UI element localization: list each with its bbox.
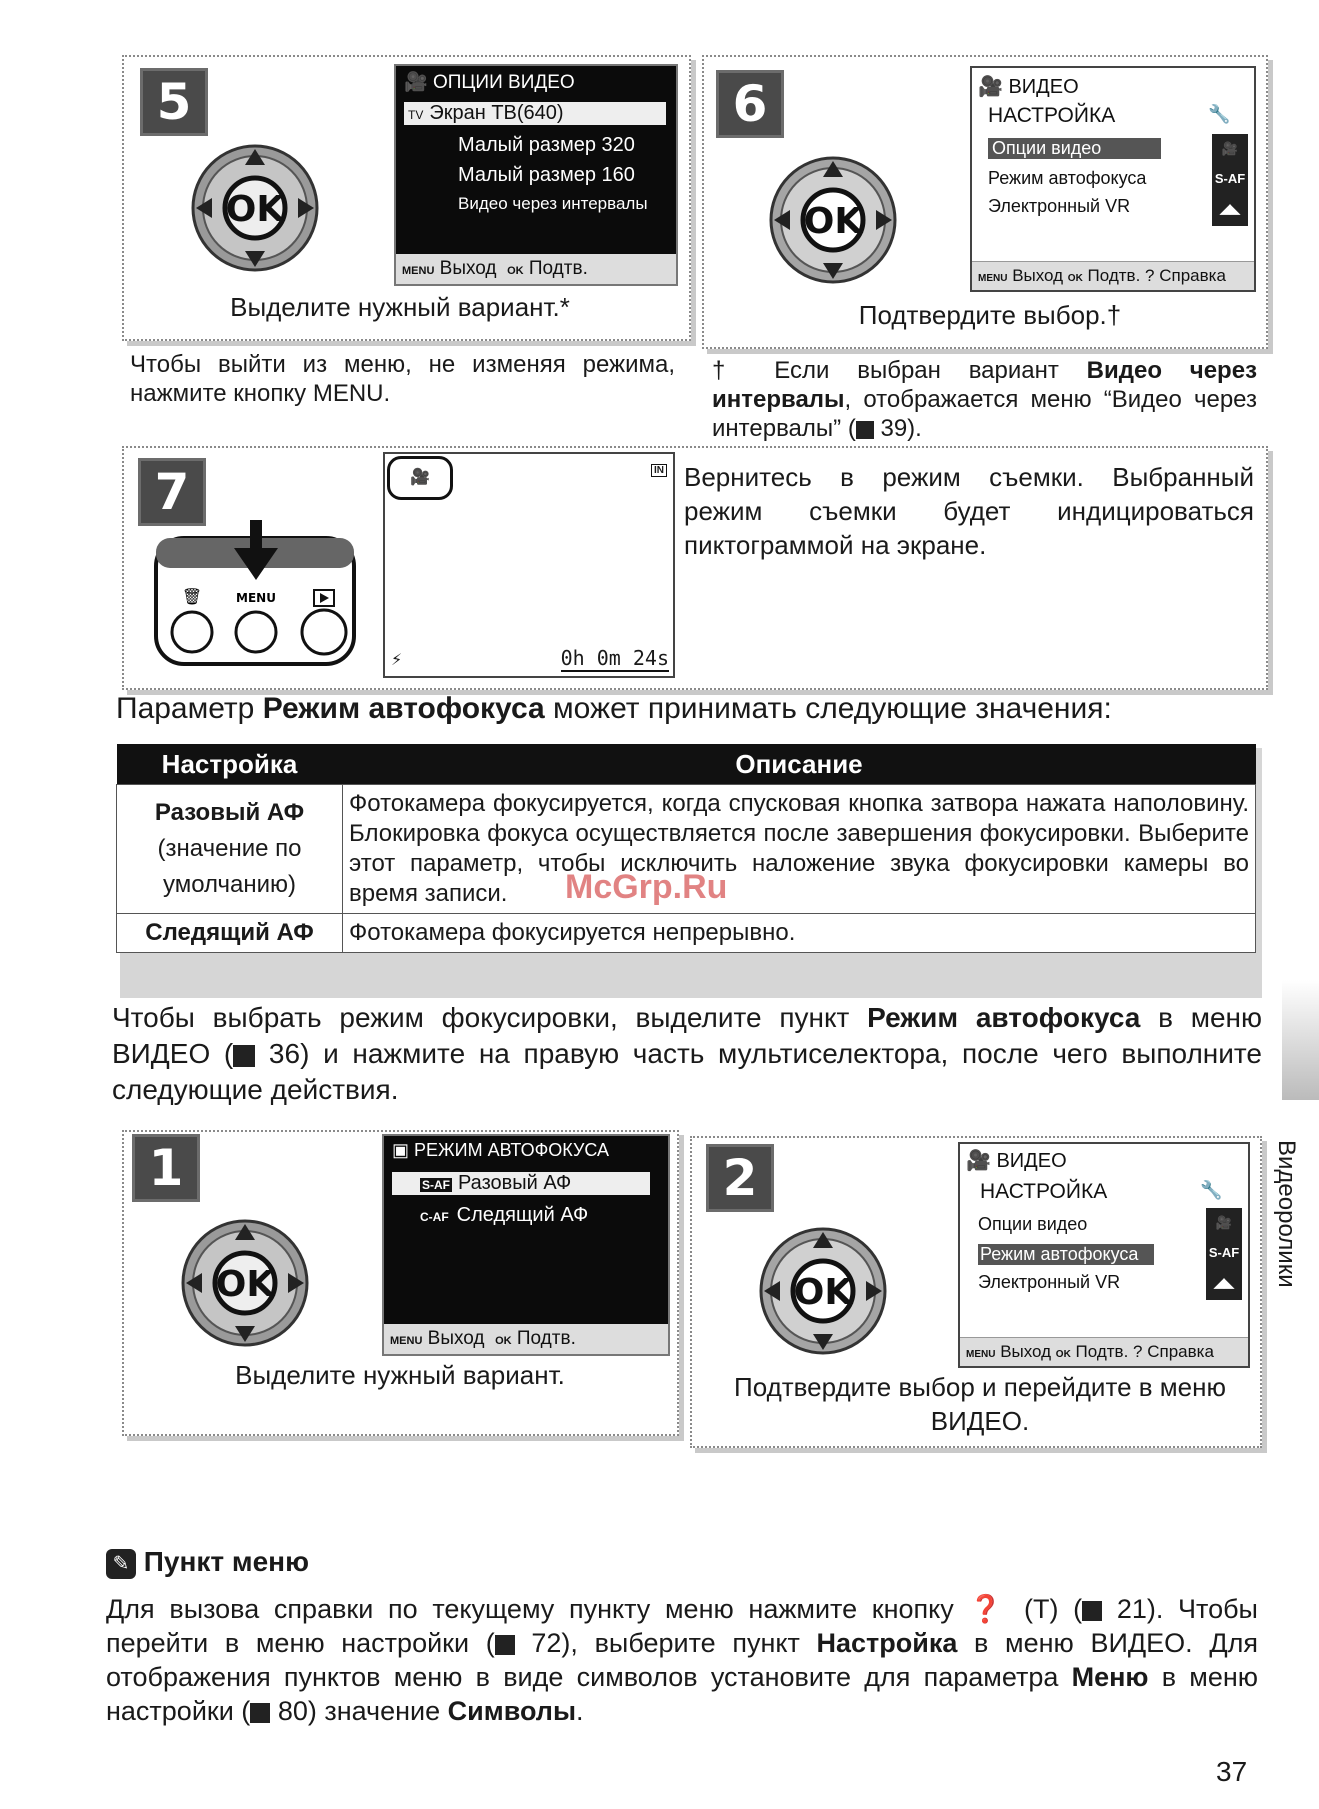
screen-title: 🎥 ОПЦИИ ВИДЕО [404, 72, 575, 93]
note-star: Чтобы выйти из меню, не изменяя режима, нажмите кнопку MENU. [130, 351, 675, 407]
step1-number: 1 [132, 1134, 200, 1202]
svg-text:🗑: 🗑 [181, 587, 203, 606]
menu-item-tv[interactable]: TV Экран ТВ(640) [404, 102, 666, 125]
movie-icon: 🎥 [1215, 1215, 1233, 1230]
side-tab-label: Видеоролики [1273, 1140, 1300, 1288]
setting-cell: Следящий АФ [117, 914, 343, 953]
saf-icon: S-AF [1208, 1245, 1240, 1260]
help-icon: ? [1133, 1342, 1143, 1361]
menu-tag: MENU [402, 265, 435, 277]
ok-label: OK [803, 201, 863, 242]
help-button-icon: ❓ [968, 1594, 1010, 1624]
menu-item-electronic-vr[interactable]: Электронный VR [978, 1272, 1121, 1292]
menu-item-small-320[interactable]: Малый размер 320 [458, 134, 635, 156]
table-row [117, 914, 1256, 953]
menu-item-autofocus[interactable]: Режим автофокуса [988, 168, 1147, 188]
col-header-setting: Настройка [117, 744, 343, 785]
page-ref-icon [856, 421, 874, 439]
multi-selector-icon [758, 1226, 888, 1356]
col-header-description: Описание [343, 744, 1256, 785]
screen-footer: MENU Выход OK Подтв. [396, 254, 676, 284]
menu-item-autofocus[interactable]: Режим автофокуса [978, 1244, 1154, 1265]
step7-number: 7 [138, 458, 206, 526]
screen-footer: MENU Выход OK Подтв. [384, 1324, 668, 1354]
movie-icon: 🎥 [966, 1150, 997, 1172]
movie-icon: 🎥 [1221, 141, 1239, 156]
multi-selector-icon [190, 143, 320, 273]
menu-item-single-af[interactable]: S-AF Разовый АФ [392, 1172, 650, 1195]
ok-label: OK [225, 189, 285, 230]
section-header: НАСТРОЙКА [980, 1180, 1108, 1203]
camera-buttons-illustration [150, 520, 360, 670]
section-header: НАСТРОЙКА [988, 104, 1116, 127]
video-menu-screen [970, 66, 1256, 292]
video-menu-screen [958, 1142, 1250, 1368]
ok-tag: OK [507, 265, 524, 277]
page-ref-icon [233, 1045, 255, 1067]
menu-item-interval[interactable]: Видео через интервалы [458, 194, 648, 213]
ok-label: OK [215, 1264, 275, 1305]
param-sentence: Параметр Режим автофокуса может принимать следующие значения: [116, 692, 1112, 725]
video-options-screen [394, 64, 678, 286]
note-dagger: † Если выбран вариант Видео через интервалы, отображается меню “Видео через интервалы” ( 39). [712, 357, 1257, 442]
screen-footer: MENU Выход OK Подтв. ? Справка [972, 261, 1254, 290]
menu-item-video-options[interactable]: Опции видео [978, 1214, 1088, 1234]
help-icon: ? [1145, 266, 1155, 285]
page-ref-icon [495, 1635, 515, 1655]
step6-number: 6 [716, 70, 784, 138]
multi-selector-icon [768, 155, 898, 285]
page-ref-icon [1082, 1601, 1102, 1621]
af-icon: ▣ [392, 1140, 415, 1160]
table-header-row [117, 744, 1256, 785]
multi-selector-icon [180, 1218, 310, 1348]
side-icons-column [1206, 1208, 1242, 1300]
side-tab-shade [1282, 980, 1319, 1100]
ok-label: OK [793, 1272, 853, 1313]
vr-icon: ◢◣ [1214, 1275, 1234, 1290]
autofocus-mode-screen [382, 1134, 670, 1356]
screen-title: ▣ РЕЖИМ АВТОФОКУСА [392, 1140, 609, 1160]
menu-button-label: MENU [236, 591, 276, 605]
menu-tag: MENU [390, 1335, 423, 1347]
watermark: McGrp.Ru [565, 868, 728, 906]
step7-text: Вернитесь в режим съемки. Выбранный режим съемки будет индицироваться пиктограммой на экране. [684, 462, 1254, 560]
saf-icon: S-AF [1214, 171, 1246, 186]
description-cell: Фотокамера фокусируется, когда спусковая кнопка затвора нажата наполовину. Блокировка фокуса осуществляется после завершения фокусировки. Выберите этот параметр, чтобы исключить наложение звука фокусировки камеры во время записи. [343, 785, 1256, 914]
menu-item-electronic-vr[interactable]: Электронный VR [988, 196, 1131, 216]
screen-title: 🎥 ВИДЕО [978, 76, 1079, 98]
page-ref-icon [250, 1703, 270, 1723]
page-number: 37 [1216, 1756, 1248, 1787]
step6-caption: Подтвердите выбор.† [858, 300, 1122, 330]
step5-caption: Выделите нужный вариант.* [230, 292, 570, 322]
saf-icon: S-AF [422, 1178, 450, 1192]
menu-item-video-options[interactable]: Опции видео [988, 138, 1161, 159]
shooting-screen [383, 452, 675, 678]
step2-caption: Подтвердите выбор и перейдите в меню ВИДЕО. [734, 1372, 1226, 1436]
wrench-icon: 🔧 [1200, 1180, 1223, 1200]
vr-icon: ◢◣ [1220, 201, 1240, 216]
menu-item-continuous-af[interactable]: C-AF Следящий АФ [420, 1204, 589, 1226]
movie-icon: 🎥 [978, 76, 1009, 98]
instruction-paragraph: Чтобы выбрать режим фокусировки, выделите пункт Режим автофокуса в меню ВИДЕО ( 36) и нажмите на правую часть мультиселектора, после чего выполните следующие действия. [112, 1002, 1263, 1105]
description-cell: Фотокамера фокусируется непрерывно. [343, 914, 1256, 953]
screen-footer: MENU Выход OK Подтв. ? Справка [960, 1337, 1248, 1366]
ok-tag: OK [495, 1335, 512, 1347]
caf-icon: C-AF [420, 1210, 449, 1224]
side-icons-column [1212, 134, 1248, 226]
tip-icon: ✎ [106, 1549, 136, 1579]
movie-icon: 🎥 [404, 72, 433, 93]
step1-caption: Выделите нужный вариант. [235, 1360, 565, 1390]
tip-title: Пункт меню [143, 1546, 310, 1577]
menu-item-small-160[interactable]: Малый размер 160 [458, 164, 635, 186]
screen-title: 🎥 ВИДЕО [966, 1150, 1067, 1172]
wrench-icon: 🔧 [1208, 104, 1231, 124]
time-counter: 0h 0m 24s [560, 646, 669, 670]
tv-icon: TV [408, 108, 424, 122]
step2-number: 2 [706, 1144, 774, 1212]
flash-icon: ⚡ [391, 652, 403, 669]
autofocus-table [116, 744, 1256, 953]
step5-number: 5 [140, 68, 208, 136]
tip-paragraph: Для вызова справки по текущему пункту меню нажмите кнопку ❓ (T) ( 21). Чтобы перейти в меню настройки ( 72), выберите пункт Настройка в меню ВИДЕО. Для отображения пунктов меню в виде символов установите для параметра Меню в меню настройки ( 80) значение Символы. [106, 1594, 1258, 1726]
movie-mode-icon: 🎥 [387, 456, 453, 500]
setting-cell: Разовый АФ (значение по умолчанию) [117, 785, 343, 914]
tip-header [106, 1546, 309, 1579]
internal-memory-badge: IN [651, 464, 667, 477]
